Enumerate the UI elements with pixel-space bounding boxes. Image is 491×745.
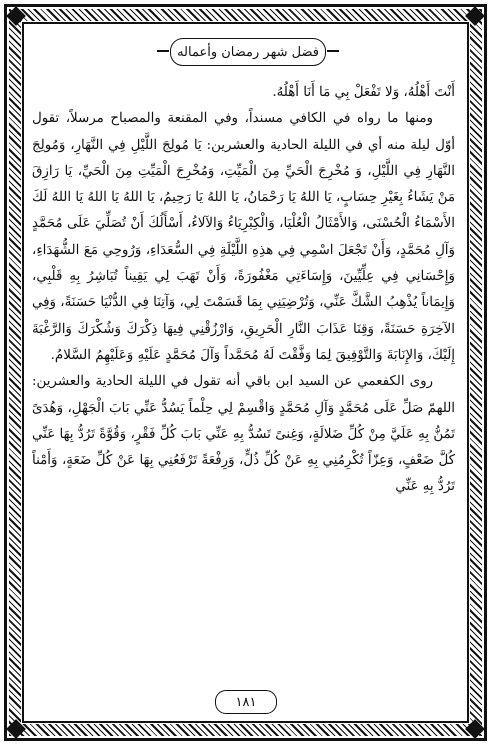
- paragraph: ومنها ما رواه في الكافي مسنداً، وفي المقنعة والمصباح مرسلاً، تقول أوّل ليلة منه أي في الليلة الحادية والعشرين: يَا مُولِجَ اللَّيْلِ فِي النَّهَارِ، وَمُولِجَ النَّهَارِ فِي اللَّيْلِ، وَ مُخْرِجَ الْحَيِّ مِنَ الْمَيِّتِ، وَمُخْرِجَ الْمَيِّتِ مِنَ الْحَيِّ، يَا رَازِقَ مَنْ يَشَاءُ بِغَيْرِ حِسَابٍ، يَا اللهُ يَا رَحْمَانُ، يَا اللهُ يَا رَحِيمُ، يَا اللهُ يَا اللهُ يَا اللهُ لَكَ الأَسْمَاءُ الْحُسْنَى، وَالأَمْثَالُ الْعُلْيَا، وَالْكِبْرِيَاءُ وَالآلاءُ، أَسْأَلُكَ أَنْ تُصَلِّيَ عَلَى مُحَمَّدٍ وَآلِ مُحَمَّدٍ، وَأَنْ تَجْعَلَ اسْمِي فِي هذِهِ اللَّيْلَةِ فِي السُّعَدَاءِ، وَرُوحِي مَعَ الشُّهَدَاءِ، وَإِحْسَانِي فِي عِلِّيِّينَ، وَإِسَاءَتِي مَغْفُورَةً، وَأَنْ تَهَبَ لِي يَقِيناً تُبَاشِرُ بِهِ قَلْبِي، وَإِيمَاناً يُذْهِبُ الشَّكَّ عَنِّي، وَتُرْضِيَنِي بِمَا قَسَمْتَ لِي، وَآتِنَا فِي الدُّنْيَا حَسَنَةً، وَفِي الآخِرَةِ حَسَنَةً، وَقِنَا عَذَابَ النَّارِ الْحَرِيقِ، وَارْزُقْنِي فِيهَا ذِكْرَكَ وَشُكْرَكَ وَالرَّغْبَةَ إِلَيْكَ، وَالإِنَابَةَ وَالتَّوْفِيقَ لِمَا وَفَّقْتَ لَهُ مُحَمَّداً وَآلَ مُحَمَّدٍ عَلَيْهِ وَعَلَيْهِمُ السَّلامُ.: [32, 111, 455, 363]
- page-number-text: ١٨١: [235, 694, 257, 710]
- paragraph: أَنْتَ أَهْلُهُ، وَلا تَفْعَلْ بِي مَا أَنَا أَهْلُهُ.: [272, 85, 455, 100]
- page-number: [215, 690, 277, 714]
- page-title-text: فضل شهر رمضان وأعماله: [177, 44, 319, 60]
- page-body: [32, 80, 455, 501]
- page-title: [170, 38, 326, 66]
- paragraph: روى الكفعمي عن السيد ابن باقي أنه تقول في الليلة الحادية والعشرين: اللهمّ صَلِّ عَلَى مُحَمَّدٍ وَآلِ مُحَمَّدٍ وَاقْسِمْ لِي حِلْماً يَسُدُّ عَنِّي بَابَ الْجَهْلِ، وَهُدَىً تَمُنُّ بِهِ عَلَيَّ مِنْ كُلِّ ضَلالَةٍ، وَغِنىً تَسُدُّ بِهِ عَنِّي بَابَ كُلِّ فَقْرٍ، وَقُوَّةً تَرُدُّ بِهَا عَنِّي كُلَّ ضَعْفٍ، وَعِزّاً تُكْرِمُنِي بِهِ عَنْ كُلِّ ذُلٍّ، وَرِفْعَةً تَرْفَعُنِي بِهَا عَنْ كُلِّ ضَعَةٍ، وَأَمْناً تَرُدُّ بِهِ عَنِّي: [32, 374, 455, 495]
